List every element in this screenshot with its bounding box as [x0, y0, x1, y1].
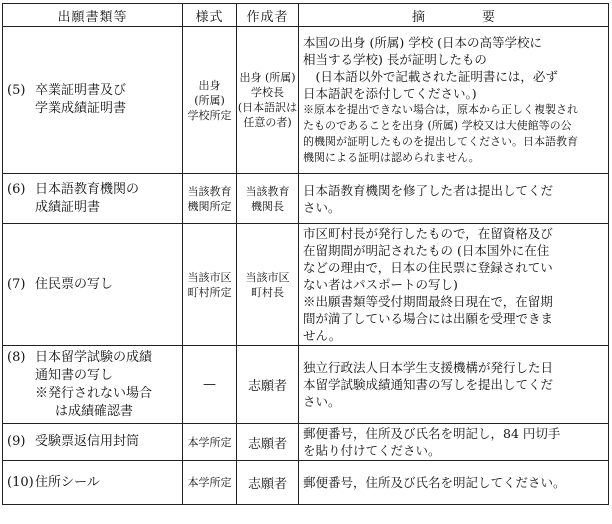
summary-line: さい。: [303, 199, 341, 215]
summary-line: を貼り付けてください。: [303, 443, 441, 458]
table-row: [3, 424, 609, 461]
doc-name-line: 成績証明書: [35, 199, 101, 215]
header-format: 様式: [183, 4, 237, 27]
doc-name-line: (5) 卒業証明書及び: [7, 83, 127, 98]
table-row: [3, 224, 609, 346]
format-line: —: [203, 377, 216, 392]
creator-cell: [237, 224, 299, 346]
format-line: 当該市区: [187, 270, 232, 284]
summary-line: 本国の出身 (所属) 学校 (日本の高等学校に: [303, 35, 543, 50]
format-cell: [183, 174, 237, 224]
doc-name-line: (6) 日本語教育機関の: [7, 181, 140, 197]
format-cell: [183, 424, 237, 461]
doc-name-line: (10)住所シール: [7, 474, 100, 490]
doc-name-line: は成績確認書: [55, 403, 134, 419]
summary-cell: [299, 461, 609, 505]
summary-line: などの理由で，日本の住民票に登録されてい: [303, 260, 553, 275]
format-cell: [183, 461, 237, 505]
format-line: 機関所定: [187, 199, 232, 213]
summary-line: 在留期間が明記されたもの (日本国外に在住: [303, 243, 550, 258]
header-doc: 出願書類等: [3, 4, 183, 27]
creator-line: 志願者: [247, 477, 287, 492]
summary-cell: [299, 27, 609, 174]
table-row: [3, 461, 609, 505]
table-row: [3, 27, 609, 174]
application-documents-table-container: [2, 3, 608, 505]
summary-line: 郵便番号，住所及び氏名を明記してください。: [303, 475, 566, 490]
format-line: 町村所定: [187, 285, 232, 299]
doc-number: (8): [7, 349, 26, 365]
format-cell: [183, 224, 237, 346]
format-line: (所属): [194, 93, 225, 107]
doc-name-cell: [3, 461, 183, 505]
doc-name-line: ※発行されない場合: [35, 385, 153, 401]
summary-line: 独立行政法人日本学生支援機構が発行した日: [303, 360, 554, 375]
creator-line: 任意の者): [243, 116, 292, 129]
doc-number: (7): [7, 276, 26, 292]
format-line: 学校所定: [187, 108, 232, 122]
creator-line: 町村長: [251, 285, 284, 299]
format-line: 当該教育: [187, 184, 232, 198]
creator-line: 志願者: [247, 379, 287, 394]
doc-name-cell: [3, 174, 183, 224]
creator-line: 志願者: [247, 436, 287, 452]
summary-line: 間が満了している場合には出願を受理できま: [303, 311, 554, 326]
summary-line: 市区町村長が発行したもので，在留資格及び: [303, 226, 553, 241]
creator-line: 学校長: [251, 86, 284, 99]
creator-cell: [237, 424, 299, 461]
creator-line: 当該教育: [245, 184, 290, 198]
summary-line: 郵便番号，住所及び氏名を明記し，84 円切手: [303, 426, 561, 441]
creator-line: 当該市区: [245, 270, 290, 284]
header-summary: 摘 要: [299, 4, 609, 27]
summary-note-line: ※原本を提出できない場合は，原本から正しく複製され: [303, 103, 578, 116]
format-line: 本学所定: [187, 435, 232, 449]
summary-note-line: 的機関が証明したものを提出してください。日本語教育: [303, 135, 578, 148]
summary-line: 本留学試験成績通知書の写しを提出してくだ: [303, 377, 554, 392]
summary-line: ない者はパスポートの写し): [303, 277, 458, 292]
format-line: 本学所定: [187, 476, 232, 489]
creator-cell: [237, 346, 299, 424]
header-creator: 作成者: [237, 4, 299, 27]
doc-name-line: (9) 受験票返信用封筒: [7, 434, 140, 449]
summary-cell: [299, 224, 609, 346]
summary-line: せん。: [303, 328, 342, 343]
summary-cell: [299, 346, 609, 424]
summary-note-line: たものであることを出身 (所属) 学校又は大使館等の公: [303, 119, 572, 132]
doc-name-cell: [3, 27, 183, 174]
summary-line: 日本語訳を添付してください。): [303, 86, 477, 101]
doc-number: (5): [7, 83, 26, 98]
doc-name-line: (7) 住民票の写し: [7, 276, 114, 292]
doc-name-line: 学業成績証明書: [35, 101, 127, 116]
doc-name-cell: [3, 346, 183, 424]
summary-cell: [299, 174, 609, 224]
doc-name-cell: [3, 224, 183, 346]
doc-name-line: 通知書の写し: [35, 367, 114, 383]
creator-line: (日本語訳は: [237, 101, 298, 114]
summary-note-line: 機関による証明は認められません。: [303, 151, 480, 164]
table-header-row: [3, 4, 609, 27]
creator-cell: [237, 174, 299, 224]
doc-number: (10): [7, 474, 34, 490]
summary-line: 日本語教育機関を修了した者は提出してくだ: [303, 182, 554, 198]
table-row: [3, 174, 609, 224]
doc-number: (6): [7, 181, 26, 197]
summary-line: ※出願書類等受付期間最終日現在で，在留期: [303, 294, 553, 309]
doc-name-cell: [3, 424, 183, 461]
creator-cell: [237, 27, 299, 174]
format-cell: [183, 346, 237, 424]
summary-line: (日本語以外で記載された証明書には，必ず: [303, 69, 558, 84]
summary-cell: [299, 424, 609, 461]
doc-number: (9): [7, 434, 26, 449]
table-row: [3, 346, 609, 424]
summary-line: 相当する学校) 長が証明したもの: [303, 52, 487, 67]
summary-line: さい。: [303, 394, 341, 409]
creator-line: 出身 (所属): [239, 71, 296, 84]
creator-line: 機関長: [251, 199, 284, 213]
doc-name-line: (8) 日本留学試験の成績: [7, 349, 153, 365]
format-cell: [183, 27, 237, 174]
creator-cell: [237, 461, 299, 505]
application-documents-table: [2, 3, 609, 505]
format-line: 出身: [198, 78, 221, 92]
